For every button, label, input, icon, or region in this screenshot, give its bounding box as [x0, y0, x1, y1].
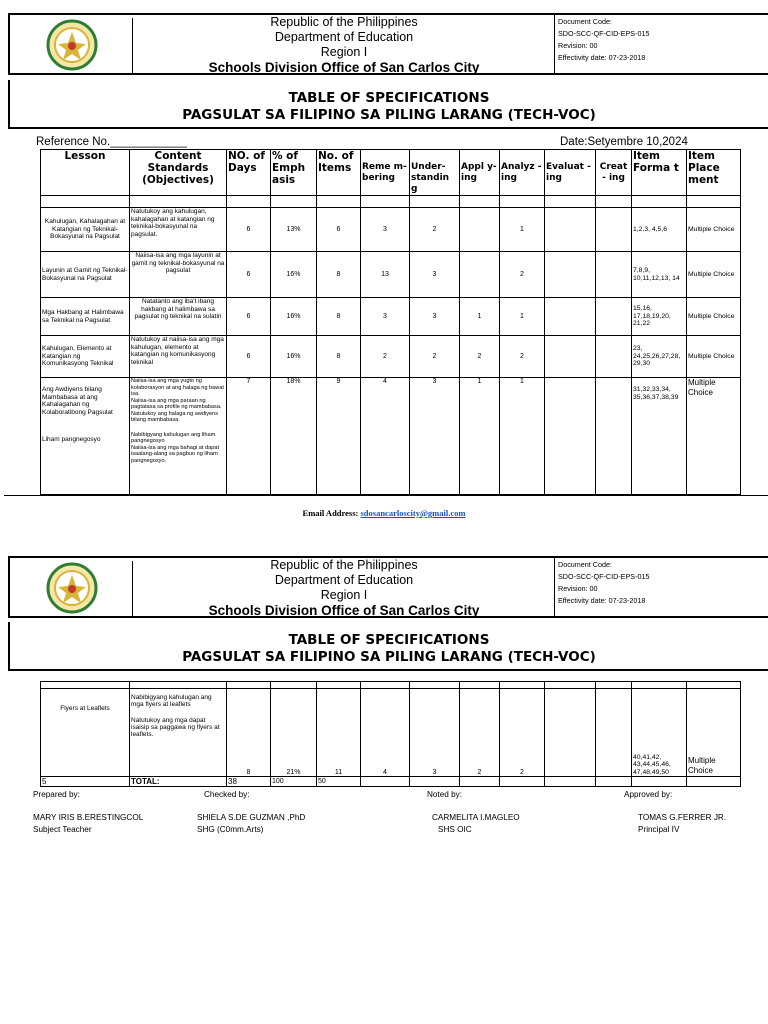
document-title [8, 80, 768, 129]
understanding-cell: 3 [410, 298, 460, 336]
emphasis-cell: 13% [271, 208, 317, 252]
placement-cell: Multiple Choice [687, 252, 741, 298]
doc-code-value: SDO-SCC-QF-CID-EPS-015 [558, 29, 650, 38]
analyzing-cell: 2 [500, 252, 545, 298]
government-lines [134, 15, 554, 75]
total-days: 38 [227, 777, 271, 787]
prepared-by-label: Prepared by: [33, 790, 80, 799]
document-header [8, 13, 768, 75]
total-items: 50 [317, 777, 361, 787]
table-row [41, 298, 741, 336]
objective-text: Naiisa-isa ang mga yugto ng kolaborasyon at ang halaga ng bawat isa. [131, 378, 224, 397]
emphasis-cell: 16% [271, 252, 317, 298]
division-seal-icon [42, 562, 102, 614]
checked-by-label: Checked by: [204, 790, 250, 799]
format-cell: 31,32,33,34, 35,36,37,38,39 [632, 378, 687, 495]
analyzing-cell: 1 [500, 378, 545, 495]
creating-cell [596, 378, 632, 495]
col-emphasis: % of Emph asis [271, 150, 317, 196]
lesson-cell: Kahulugan, Kahalagahan at Katangian ng Teknikal-Bokasyunal na Pagsulat [41, 208, 130, 252]
document-code-box [554, 15, 768, 73]
republic-line: Republic of the Philippines [270, 15, 418, 29]
objective-text: Nabibigyang kahulugan ang mga flyers at leaflets [131, 694, 212, 709]
placement-cell: Multiple Choice [687, 378, 741, 495]
items-cell: 9 [317, 378, 361, 495]
doc-code-label: Document Code: [558, 17, 612, 26]
title-line-1: TABLE OF SPECIFICATIONS [288, 632, 490, 648]
emphasis-cell: 18% [271, 378, 317, 495]
lesson-cell: Kahulugan, Elemento at Katangian ng Komunikasyong Teknikal [41, 336, 130, 378]
noted-by-name: CARMELITA I.MAGLEO [432, 813, 520, 822]
col-days: NO. of Days [227, 150, 271, 196]
remembering-cell: 3 [361, 208, 410, 252]
col-remembering: Reme m- bering [361, 150, 410, 196]
division-seal-icon [42, 19, 102, 71]
understanding-cell: 2 [410, 336, 460, 378]
col-creating: Creat - ing [596, 150, 632, 196]
applying-cell [460, 252, 500, 298]
department-line: Department of Education [274, 573, 414, 587]
col-applying: Appl y-ing [460, 150, 500, 196]
col-analyzing: Analyz -ing [500, 150, 545, 196]
email-label: Email Address: [302, 508, 359, 518]
objectives-cell [130, 689, 227, 777]
prepared-by-title: Subject Teacher [33, 825, 92, 834]
objective-text: Naiisa-isa ang mga paraan ng pagtatasa sa profile ng mambabasa. [131, 397, 222, 410]
evaluating-cell [545, 336, 596, 378]
lesson-cell: Mga Hakbang at Halimbawa sa Teknikal na Pagsulat [41, 298, 130, 336]
creating-cell [596, 252, 632, 298]
applying-cell: 2 [460, 336, 500, 378]
revision-label: Revision: 00 [558, 41, 598, 50]
spacer-row [41, 682, 741, 689]
title-line-2: PAGSULAT SA FILIPINO SA PILING LARANG (TECH-VOC) [182, 107, 596, 123]
days-cell: 6 [227, 252, 271, 298]
objective-text: Naiisa-isa ang mga bahagi at dapat isaalang-alang sa pagbuo ng liham pangnegosyo. [131, 444, 220, 464]
evaluating-cell [545, 298, 596, 336]
objectives-cell: Natatanto ang iba't ibang hakbang at halimbawa sa pagsulat ng teknikal na sulatin [130, 298, 227, 336]
noted-by-title: SHS OIC [438, 825, 472, 834]
table-row [41, 689, 741, 777]
checked-by-title: SHG (C0mm.Arts) [197, 825, 264, 834]
table-row [41, 208, 741, 252]
office-line: Schools Division Office of San Carlos City [208, 60, 480, 75]
table-row [41, 378, 741, 495]
document-title-page-2 [8, 622, 768, 671]
emphasis-cell: 16% [271, 336, 317, 378]
objective-text: Natutukoy ang mga dapat isaisip sa paggawa ng flyers at leaflets. [131, 716, 220, 739]
total-lesson-count: 5 [41, 777, 130, 787]
email-link[interactable]: sdosancarloscity@gmail.com [360, 508, 466, 518]
placement-cell: Multiple Choice [687, 689, 741, 777]
analyzing-cell: 1 [500, 208, 545, 252]
total-label: TOTAL: [130, 777, 227, 787]
checked-by-name: SHIELA S.DE GUZMAN ,PhD [197, 813, 306, 822]
region-line: Region I [320, 588, 368, 602]
table-row [41, 252, 741, 298]
spacer-row [41, 196, 741, 208]
applying-cell: 1 [460, 298, 500, 336]
items-cell: 6 [317, 208, 361, 252]
effectivity-label: Effectivity date: 07-23-2018 [558, 596, 646, 605]
table-header-row [41, 150, 741, 196]
col-evaluating: Evaluat -ing [545, 150, 596, 196]
evaluating-cell [545, 208, 596, 252]
objectives-cell: Natutukoy at naiisa-isa ang mga kahulugan, elemento at katangian ng komunikasyong teknikal [130, 336, 227, 378]
col-items: No. of Items [317, 150, 361, 196]
remembering-cell: 13 [361, 252, 410, 298]
analyzing-cell: 1 [500, 298, 545, 336]
format-cell: 15,16, 17,18,19,20, 21,22 [632, 298, 687, 336]
understanding-cell: 3 [410, 378, 460, 495]
placement-cell: Multiple Choice [687, 208, 741, 252]
items-cell: 11 [317, 689, 361, 777]
lesson-text-2: Liham pangnegosyo [42, 436, 101, 443]
objective-text: Natutukoy ang halaga ng awdiyens bilang mambabasa. [131, 410, 219, 423]
evaluating-cell [545, 378, 596, 495]
items-cell: 8 [317, 252, 361, 298]
revision-label: Revision: 00 [558, 584, 598, 593]
understanding-cell: 2 [410, 208, 460, 252]
noted-by-label: Noted by: [427, 790, 463, 799]
days-cell: 7 [227, 378, 271, 495]
emphasis-cell: 21% [271, 689, 317, 777]
lesson-cell: Layunin at Gamit ng Teknikal-Bokasyunal na Pagsulat [41, 252, 130, 298]
applying-cell: 2 [460, 689, 500, 777]
col-lesson: Lesson [41, 150, 130, 196]
items-cell: 8 [317, 298, 361, 336]
understanding-cell: 3 [410, 252, 460, 298]
remembering-cell: 4 [361, 378, 410, 495]
objectives-cell: Natutukoy ang kahulugan, kahalagahan at katangian ng teknikal-bokasyunal na pagsulat. [130, 208, 227, 252]
reference-number: Reference No.____________ [36, 136, 187, 148]
format-cell: 7,8,9, 10,11,12,13, 14 [632, 252, 687, 298]
format-cell: 23, 24,25,26,27,28, 29,30 [632, 336, 687, 378]
office-line: Schools Division Office of San Carlos City [208, 603, 480, 618]
days-cell: 6 [227, 298, 271, 336]
total-row [41, 777, 741, 787]
specifications-table-continued [40, 681, 741, 787]
col-understanding: Under- standin g [410, 150, 460, 196]
col-item-format: Item Forma t [632, 150, 687, 196]
col-item-placement: Item Place ment [687, 150, 741, 196]
title-line-1: TABLE OF SPECIFICATIONS [288, 90, 490, 106]
lesson-text: Ang Awdiyens bilang Mambabasa at ang Kahalagahan ng Kolaboratibong Pagsulat [42, 386, 113, 416]
creating-cell [596, 208, 632, 252]
republic-line: Republic of the Philippines [270, 558, 418, 572]
logo-area [14, 561, 133, 616]
prepared-by-name: MARY IRIS B.ERESTINGCOL [33, 813, 144, 822]
days-cell: 6 [227, 336, 271, 378]
creating-cell [596, 298, 632, 336]
approved-by-title: Principal IV [638, 825, 680, 834]
approved-by-name: TOMAS G.FERRER JR. [638, 813, 727, 822]
format-cell: 1,2,3, 4,5,6 [632, 208, 687, 252]
region-line: Region I [320, 45, 368, 59]
page-divider [4, 495, 768, 496]
doc-code-value: SDO-SCC-QF-CID-EPS-015 [558, 572, 650, 581]
document-code-box [554, 558, 768, 616]
lesson-cell: Flyers at Leaflets [41, 689, 130, 777]
objective-text: Nabibigyang kahulugan ang liham pangnegosyo [131, 431, 216, 444]
understanding-cell: 3 [410, 689, 460, 777]
date-label: Date:Setyembre 10,2024 [560, 136, 688, 148]
lesson-cell [41, 378, 130, 495]
evaluating-cell [545, 252, 596, 298]
remembering-cell: 3 [361, 298, 410, 336]
table-row [41, 336, 741, 378]
placement-cell: Multiple Choice [687, 336, 741, 378]
analyzing-cell: 2 [500, 336, 545, 378]
doc-code-label: Document Code: [558, 560, 612, 569]
col-objectives: Content Standards (Objectives) [130, 150, 227, 196]
applying-cell: 1 [460, 378, 500, 495]
remembering-cell: 2 [361, 336, 410, 378]
applying-cell [460, 208, 500, 252]
government-lines [134, 558, 554, 618]
logo-area [14, 18, 133, 73]
document-header-page-2 [8, 556, 768, 618]
approved-by-label: Approved by: [624, 790, 673, 799]
creating-cell [596, 336, 632, 378]
placement-cell: Multiple Choice [687, 298, 741, 336]
objectives-cell: Naiisa-isa ang mga layunin at gamit ng teknikal-bokasyunal na pagsulat [130, 252, 227, 298]
effectivity-label: Effectivity date: 07-23-2018 [558, 53, 646, 62]
objectives-cell [130, 378, 227, 495]
department-line: Department of Education [274, 30, 414, 44]
analyzing-cell: 2 [500, 689, 545, 777]
email-line [0, 508, 768, 518]
days-cell: 6 [227, 208, 271, 252]
format-cell: 40,41,42, 43,44,45,46, 47,48,49,50 [632, 689, 687, 777]
items-cell: 8 [317, 336, 361, 378]
total-emphasis: 100 [271, 777, 317, 787]
emphasis-cell: 16% [271, 298, 317, 336]
specifications-table [40, 149, 741, 495]
days-cell: 8 [227, 689, 271, 777]
title-line-2: PAGSULAT SA FILIPINO SA PILING LARANG (TECH-VOC) [182, 649, 596, 665]
remembering-cell: 4 [361, 689, 410, 777]
